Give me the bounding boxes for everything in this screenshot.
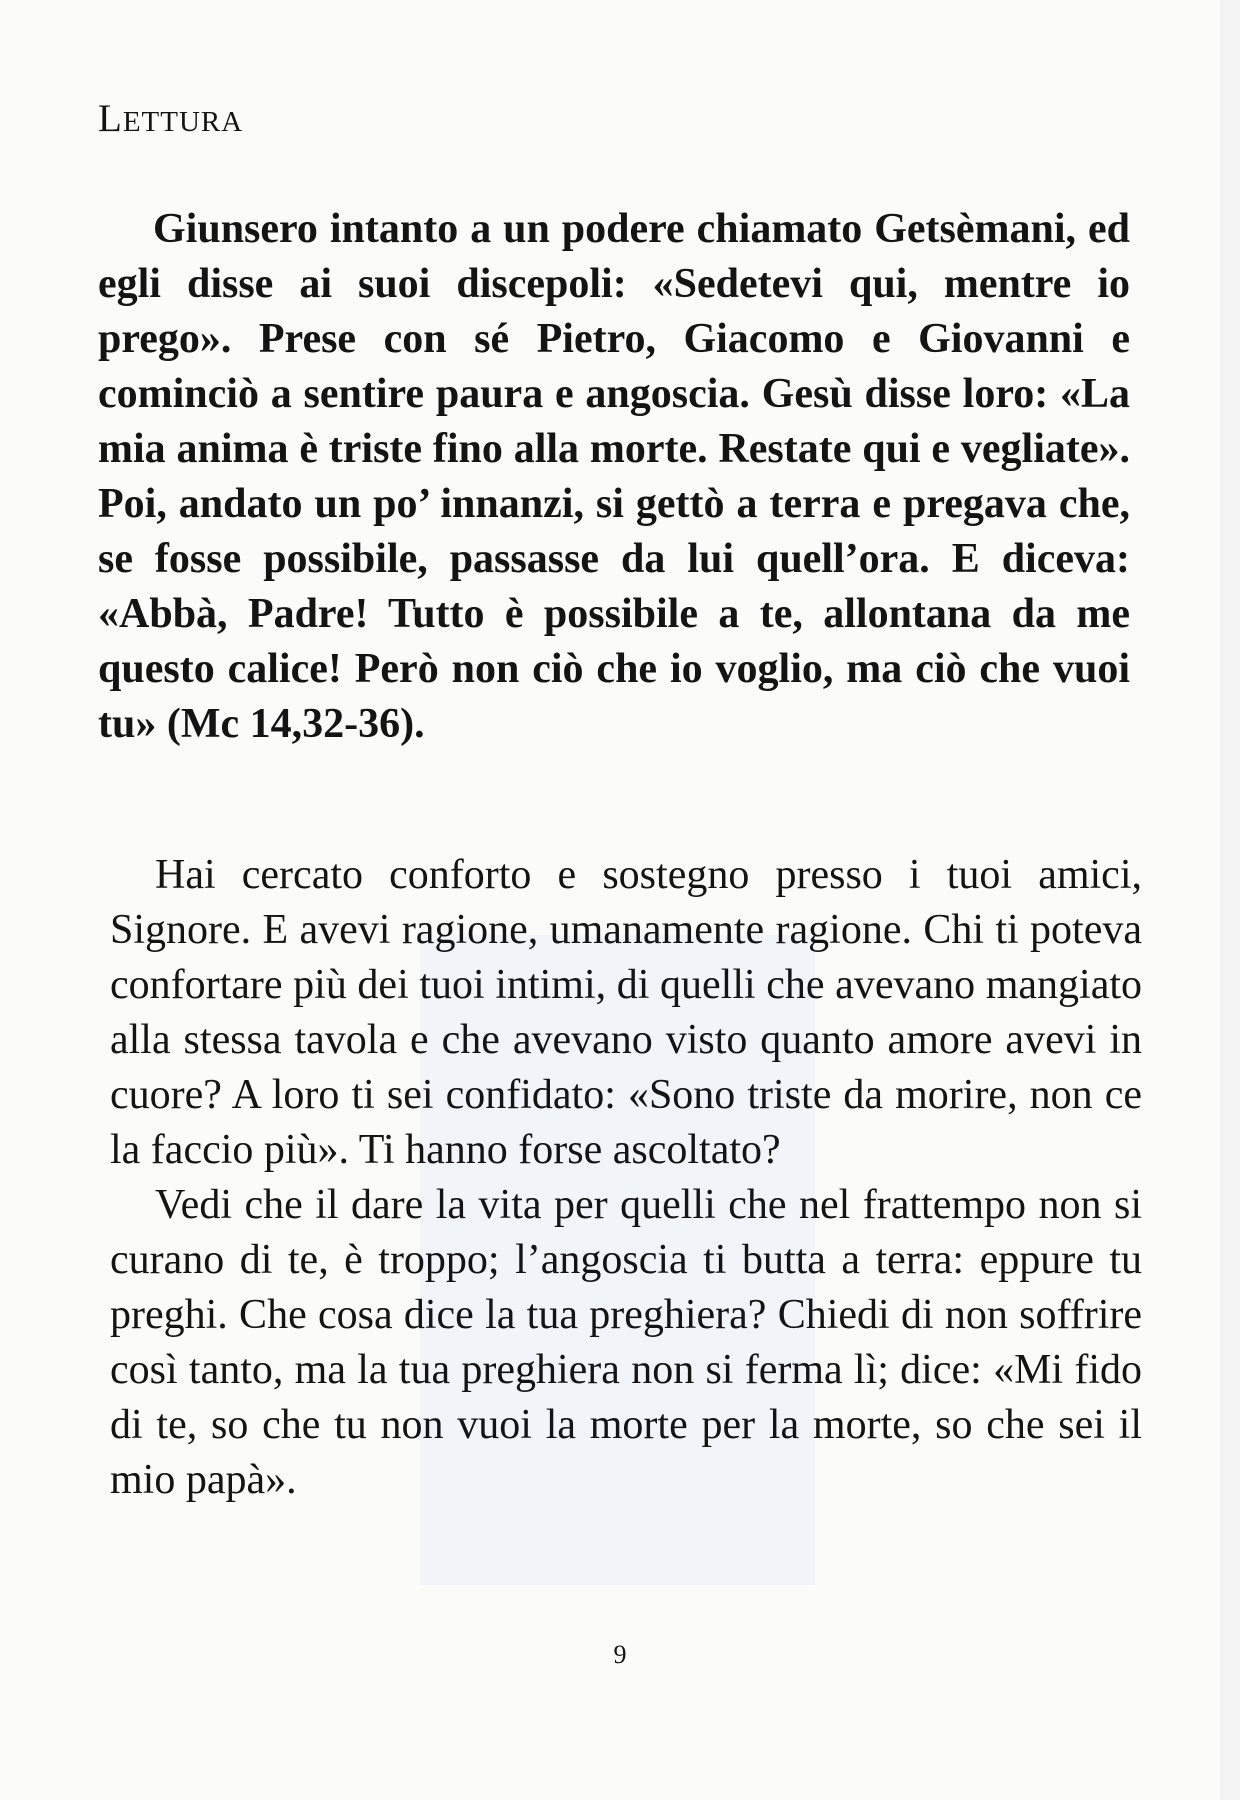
commentary-paragraph-2: Vedi che il dare la vita per quelli che nel frattempo non si curano di te, è troppo; l’angoscia ti butta a terra: eppure tu preghi. Che cosa dice la tua preghiera? Chiedi di non soffrire così tanto, ma la tua preghiera non si ferma lì; dice: «Mi fido di te, so che tu non vuoi la morte per la morte, so che sei il mio papà». [110, 1182, 1142, 1503]
section-header-initial: L [98, 97, 123, 140]
commentary [110, 848, 1142, 1508]
page-edge [1220, 0, 1240, 1800]
commentary-paragraph-1: Hai cercato conforto e sostegno presso i tuoi amici, Signore. E avevi ragione, umanamente ragione. Chi ti poteva confortare più dei tuoi intimi, di quelli che avevano mangiato alla stessa tavola e che avevano visto quanto amore avevi in cuore? A loro ti sei confidato: «Sono triste da morire, non ce la faccio più». Ti hanno forse ascoltato? [110, 852, 1142, 1173]
section-header-rest: ETTURA [122, 106, 244, 138]
page-number: 9 [613, 1640, 627, 1669]
section-header [98, 96, 243, 141]
scripture-reading: Giunsero intanto a un podere chiamato Getsèmani, ed egli disse ai suoi discepoli: «Sedetevi qui, mentre io prego». Prese con sé Pietro, Giacomo e Giovanni e cominciò a sentire paura e angoscia. Gesù disse loro: «La mia anima è triste fino alla morte. Restate qui e vegliate». Poi, andato un po’ innanzi, si gettò a terra e pregava che, se fosse possibile, passasse da lui quell’ora. E diceva: «Abbà, Padre! Tutto è possibile a te, allontana da me questo calice! Però non ciò che io voglio, ma ciò che vuoi tu» (Mc 14,32-36). [98, 206, 1130, 747]
